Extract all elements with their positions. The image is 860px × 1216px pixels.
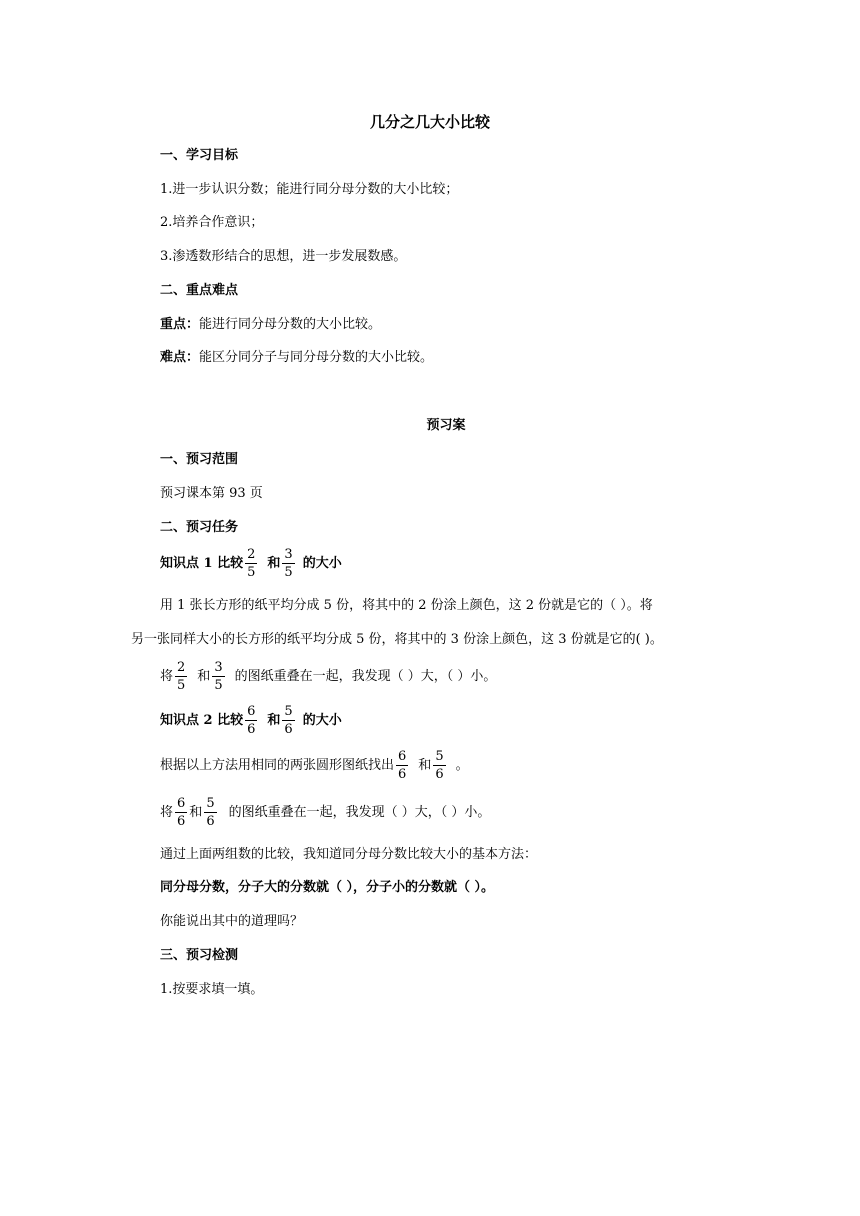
- difficulty-label: 难点：: [160, 350, 200, 365]
- kp1-fraction-2: [282, 546, 294, 581]
- kp1-fraction-1: [245, 546, 257, 581]
- denominator: 6: [206, 814, 215, 829]
- kp1-heading: [160, 546, 342, 581]
- numerator: 6: [177, 796, 186, 811]
- kp1-compare-fraction-2: [212, 659, 224, 694]
- numerator: 3: [284, 547, 293, 562]
- kp2-find-fraction-2: [433, 748, 445, 783]
- kp2-find-prefix: 根据以上方法用相同的两张圆形图纸找出: [160, 757, 395, 773]
- kp1-and: 和: [267, 555, 281, 571]
- kp1-compare-suffix: 的图纸重叠在一起，我发现（ ）大，（ ）小。: [234, 668, 497, 684]
- objective-item-3: 3.渗透数形结合的思想，进一步发展数感。: [160, 249, 407, 264]
- preview-heading: 预习案: [426, 418, 466, 433]
- numerator: 6: [398, 749, 407, 764]
- kp2-compare-line: [160, 795, 490, 830]
- kp1-suffix: 的大小: [302, 555, 342, 571]
- kp2-prefix: 知识点 2 比较: [160, 712, 244, 728]
- summary-rule: 同分母分数，分子大的分数就（ ），分子小的分数就（ ）。: [160, 880, 495, 895]
- task-heading: 二、预习任务: [160, 520, 239, 535]
- scope-heading: 一、预习范围: [160, 452, 239, 467]
- page-title: 几分之几大小比较: [369, 113, 490, 131]
- key-points-heading: 二、重点难点: [160, 283, 239, 298]
- objectives-heading: 一、学习目标: [160, 148, 239, 163]
- numerator: 5: [284, 704, 293, 719]
- kp2-suffix: 的大小: [302, 712, 342, 728]
- denominator: 6: [177, 814, 186, 829]
- difficulty-line: [160, 349, 433, 367]
- kp2-compare-prefix: 将: [160, 804, 174, 820]
- kp2-compare-suffix: 的图纸重叠在一起，我发现（ ）大，（ ）小。: [228, 804, 491, 820]
- denominator: 6: [435, 767, 444, 782]
- kp1-prefix: 知识点 1 比较: [160, 555, 244, 571]
- numerator: 5: [435, 749, 444, 764]
- kp2-find-suffix: 。: [455, 757, 469, 773]
- numerator: 3: [214, 660, 223, 675]
- numerator: 2: [247, 547, 256, 562]
- kp1-compare-and: 和: [197, 668, 211, 684]
- kp1-paragraph-line-1: 用 1 张长方形的纸平均分成 5 份，将其中的 2 份涂上颜色，这 2 份就是它的（ ）。将: [160, 598, 653, 613]
- kp2-fraction-1: [245, 703, 257, 738]
- scope-text: 预习课本第 93 页: [160, 486, 263, 501]
- kp2-find-fraction-1: [396, 748, 408, 783]
- kp2-heading: [160, 703, 342, 738]
- denominator: 5: [214, 678, 223, 693]
- kp2-fraction-2: [282, 703, 294, 738]
- kp2-find-and: 和: [418, 757, 432, 773]
- denominator: 5: [284, 565, 293, 580]
- denominator: 6: [247, 722, 256, 737]
- objective-item-1: 1.进一步认识分数；能进行同分母分数的大小比较；: [160, 182, 459, 197]
- kp1-compare-prefix: 将: [160, 668, 174, 684]
- denominator: 6: [284, 722, 293, 737]
- kp2-compare-and: 和: [189, 804, 203, 820]
- difficulty-text: 能区分同分子与同分母分数的大小比较。: [199, 350, 434, 365]
- numerator: 6: [247, 704, 256, 719]
- reasoning-question: 你能说出其中的道理吗？: [160, 914, 304, 929]
- kp2-compare-fraction-1: [175, 795, 187, 830]
- kp1-compare-fraction-1: [175, 659, 187, 694]
- kp1-compare-line: [160, 659, 496, 694]
- check-item-1: 1.按要求填一填。: [160, 982, 264, 997]
- numerator: 5: [206, 796, 215, 811]
- objective-item-2: 2.培养合作意识；: [160, 215, 264, 230]
- kp2-and: 和: [267, 712, 281, 728]
- denominator: 6: [398, 767, 407, 782]
- kp1-paragraph-line-2: 另一张同样大小的长方形的纸平均分成 5 份，将其中的 3 份涂上颜色，这 3 份就是它的( )。: [131, 632, 663, 647]
- summary-intro: 通过上面两组数的比较，我知道同分母分数比较大小的基本方法：: [160, 847, 538, 862]
- kp2-find-line: [160, 748, 469, 783]
- numerator: 2: [177, 660, 186, 675]
- denominator: 5: [177, 678, 186, 693]
- check-heading: 三、预习检测: [160, 948, 239, 963]
- focus-line: [160, 316, 381, 334]
- focus-label: 重点：: [160, 317, 200, 332]
- focus-text: 能进行同分母分数的大小比较。: [199, 317, 382, 332]
- kp2-compare-fraction-2: [204, 795, 216, 830]
- denominator: 5: [247, 565, 256, 580]
